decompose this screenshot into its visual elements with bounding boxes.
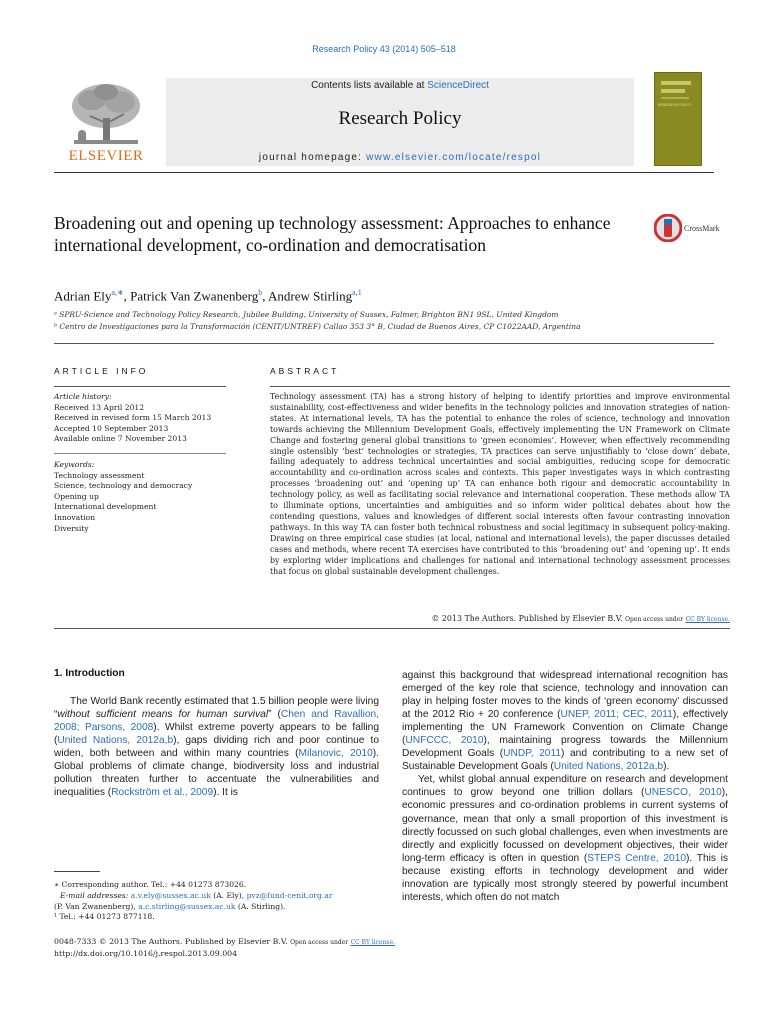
- citation-link[interactable]: UNEP, 2011; CEC, 2011: [560, 709, 673, 721]
- author-separator: ,: [262, 288, 269, 304]
- citation-link[interactable]: UNDP, 2011: [503, 748, 562, 760]
- affiliation-rule: [54, 343, 714, 344]
- email-link-stirling[interactable]: a.c.stirling@sussex.ac.uk: [138, 901, 236, 911]
- footnotes: [54, 880, 384, 923]
- journal-homepage: [166, 152, 634, 163]
- footnote-emails: [54, 891, 384, 902]
- citation-link[interactable]: United Nations, 2012a,b: [553, 761, 664, 773]
- journal-cover-thumbnail: [654, 72, 702, 166]
- emphasis-text: without sufficient means for human survival: [57, 709, 269, 721]
- bottom-cc-by-link[interactable]: CC BY license.: [350, 939, 395, 946]
- abstract-heading: ABSTRACT: [270, 366, 340, 376]
- footnote-emails-cont: [54, 902, 384, 913]
- body-text: The World Bank recently estimated that 1.5 billion people were living “: [54, 696, 379, 721]
- citation-link[interactable]: Chen and Ravallion, 2008; Parsons, 2008: [54, 709, 379, 734]
- body-paragraph: [54, 695, 379, 799]
- abstract-copyright: [270, 614, 730, 623]
- citation-link[interactable]: Rockström et al., 2009: [111, 787, 214, 799]
- history-accepted: Accepted 10 September 2013: [54, 423, 169, 433]
- citation-link[interactable]: Milanovic, 2010: [298, 748, 373, 760]
- footnote-rule: [54, 871, 100, 872]
- author-list: [54, 288, 362, 304]
- doi-link[interactable]: http://dx.doi.org/10.1016/j.respol.2013.09.004: [54, 949, 238, 958]
- keyword-item: International development: [54, 502, 157, 512]
- article-title: Broadening out and opening up technology assessment: Approaches to enhance international development, co-ordination and democratisation: [54, 213, 611, 255]
- keywords-label: Keywords:: [54, 460, 95, 469]
- header-rule: [54, 172, 714, 173]
- author-name[interactable]: Patrick Van Zwanenberg: [130, 288, 259, 304]
- keyword-item: Technology assessment: [54, 470, 145, 480]
- article-info-heading: ARTICLE INFO: [54, 366, 149, 376]
- section-heading-introduction: 1. Introduction: [54, 668, 125, 679]
- issn-text: 0048-7333 © 2013 The Authors. Published by Elsevier B.V.: [54, 937, 288, 946]
- citation-link[interactable]: STEPS Centre, 2010: [587, 852, 687, 864]
- abstract-bottom-rule: [54, 628, 730, 629]
- body-text: ), economic pressures and co-ordination problems in current systems of governance, mean that only a small proportion of this investment is directly focussed on such global challenges, even when investments are directly and explicitly focussed on development objectives, their wider long-term efficacy is often in question (: [402, 787, 728, 864]
- journal-citation[interactable]: Research Policy 43 (2014) 505–518: [312, 44, 456, 54]
- history-label: Article history:: [54, 392, 112, 401]
- keyword-item: Opening up: [54, 491, 99, 501]
- issn-line: [54, 937, 395, 946]
- email-owner-vanzwanenberg: (P. Van Zwanenberg),: [54, 901, 139, 911]
- body-text: ), maintaining progress towards the Millennium Development Goals (: [402, 735, 728, 760]
- homepage-prefix: journal homepage:: [258, 152, 367, 163]
- affiliation-b: ᵇ Centro de Investigaciones para la Transformación (CENIT/UNTREF) Callao 353 3° B, Ciudad de Buenos Aires, CP C1022AAD, Argentina: [54, 322, 581, 331]
- abstract-text: Technology assessment (TA) has a strong history of helping to identify priorities and improve environmental sustainability, cost-effectiveness and wider benefits in the technology policies and innovation strategies of nation-states. At international levels, TA has the potential to enhance the roles of science, technology and innovation towards achieving the Millennium Development Goals, effectively implementing the UN Framework on Climate Change and fostering general global transitions to ‘green economies’. However, when effectively recommending single ostensibly ‘best’ technologies or strategies, TA practices can serve unjustifiably to ‘close down’ debate, failing adequately to address technical uncertainties and social ambiguities, reducing scope for democratic accountability and co-ordination across scales and contexts. This paper investigates ways in which contrasting processes ‘broadening out’ and ‘opening up’ TA can enhance both rigour and democratic accountability in technology policy, as well as facilitating social relevance and international cooperation. These methods allow TA to illuminate options, uncertainties and ambiguities and so inform wider political debates about how the contending questions, values and knowledges of different social interests often favour contrasting innovation pathways. In this way TA can foster both technical robustness and social legitimacy in subsequent policy-making. Drawing on three empirical case studies (at local, national and international levels), the paper discusses detailed cases and methods, where recent TA exercises have contributed to this ‘broadening out’ and ‘opening up’. It ends by exploring wider implications and challenges for national and international technology assessment processes that focus on global sustainable development challenges.: [270, 392, 730, 576]
- sciencedirect-link[interactable]: ScienceDirect: [427, 80, 489, 91]
- author-name[interactable]: Adrian Ely: [54, 288, 112, 304]
- contents-prefix: Contents lists available at: [311, 80, 428, 91]
- footnote-corresponding: ∗ Corresponding author. Tel.: +44 01273 873026.: [54, 880, 247, 889]
- body-text: ). It is: [213, 787, 239, 799]
- crossmark-icon: [654, 214, 682, 242]
- body-text: ” (: [268, 709, 281, 721]
- elsevier-logo: [54, 78, 158, 166]
- open-access-label: Open access under: [625, 616, 684, 623]
- author-separator: ,: [123, 288, 131, 304]
- keywords-rule: [54, 453, 226, 454]
- article-info-rule: [54, 386, 226, 387]
- email-link-ely[interactable]: a.v.ely@sussex.ac.uk: [130, 890, 211, 900]
- citation-link[interactable]: United Nations, 2012a,b: [57, 735, 174, 747]
- crossmark-label: CrossMark: [684, 224, 720, 233]
- keyword-item: Science, technology and democracy: [54, 481, 193, 491]
- history-online: Available online 7 November 2013: [54, 434, 187, 444]
- email-link-vanzwanenberg[interactable]: pvz@fund-cenit.org.ar: [246, 890, 333, 900]
- body-text: against this background that widespread international recognition has emerged of the key role that science, technology and innovation can play in helping foster moves to the kinds of ‘green economy’ discussed at the 2012 Rio + 20 conference (: [402, 670, 728, 721]
- body-text: ). Global problems of climate change, biodiversity loss and industrial pollution threaten further to accentuate the vulnerabilities and inequalities (: [54, 748, 379, 799]
- body-text: ). Whilst extreme poverty appears to be falling (: [54, 722, 379, 747]
- footnote-tel: ¹ Tel.: +44 01273 877118.: [54, 912, 155, 922]
- body-text: ) and contributing to a new set of Sustainable Development Goals (: [402, 748, 728, 773]
- body-paragraph: [402, 773, 728, 903]
- email-owner-stirling: (A. Stirling).: [235, 901, 286, 911]
- bottom-open-access-label: Open access under: [290, 939, 349, 946]
- keyword-item: Diversity: [54, 523, 89, 533]
- email-owner-ely: (A. Ely),: [210, 890, 247, 900]
- author-affiliation-marker[interactable]: b: [258, 288, 263, 297]
- body-right-column: [402, 669, 728, 904]
- body-paragraph: [402, 669, 728, 773]
- contents-line: [166, 80, 634, 91]
- history-received: Received 13 April 2012: [54, 402, 145, 412]
- body-text: ).: [663, 761, 670, 773]
- cc-by-license-link[interactable]: CC BY license.: [685, 616, 730, 623]
- homepage-link[interactable]: www.elsevier.com/locate/respol: [366, 152, 542, 163]
- crossmark-badge[interactable]: [654, 214, 744, 244]
- abstract-rule: [270, 386, 730, 387]
- body-text: ), gaps dividing rich and poor continue to widen, both between and within many countries (: [54, 735, 379, 760]
- author-affiliation-marker[interactable]: a,1: [352, 288, 362, 297]
- affiliation-a: ᵃ SPRU-Science and Technology Policy Research, Jubilee Building, University of Sussex, Falmer, Brighton BN1 9SL, United Kingdom: [54, 310, 559, 319]
- body-text: Yet, whilst global annual expenditure on research and development continues to grow beyond one trillion dollars (: [402, 774, 728, 799]
- citation-link[interactable]: UNESCO, 2010: [644, 787, 722, 799]
- body-text: ). This is because existing efforts in technology development and wider innovation are typically most strongly steered by powerful incumbent interests, which often do not match: [402, 852, 728, 903]
- article-history: [54, 392, 226, 445]
- email-label: E-mail addresses:: [60, 890, 129, 900]
- author-affiliation-marker[interactable]: a,∗: [111, 288, 124, 297]
- body-text: ), effectively implementing the UN Framework Convention on Climate Change (: [402, 709, 729, 747]
- author-name[interactable]: Andrew Stirling: [268, 288, 353, 304]
- publisher-name: ELSEVIER: [68, 148, 144, 164]
- keyword-item: Innovation: [54, 512, 96, 522]
- body-left-column: [54, 695, 379, 799]
- cover-title: RESEARCH POLICY: [658, 103, 692, 107]
- citation-link[interactable]: UNFCCC, 2010: [405, 735, 484, 747]
- keywords-block: [54, 460, 226, 534]
- copyright-text: © 2013 The Authors. Published by Elsevier B.V.: [431, 614, 623, 623]
- journal-title: Research Policy: [338, 108, 462, 129]
- history-revised: Received in revised form 15 March 2013: [54, 413, 212, 423]
